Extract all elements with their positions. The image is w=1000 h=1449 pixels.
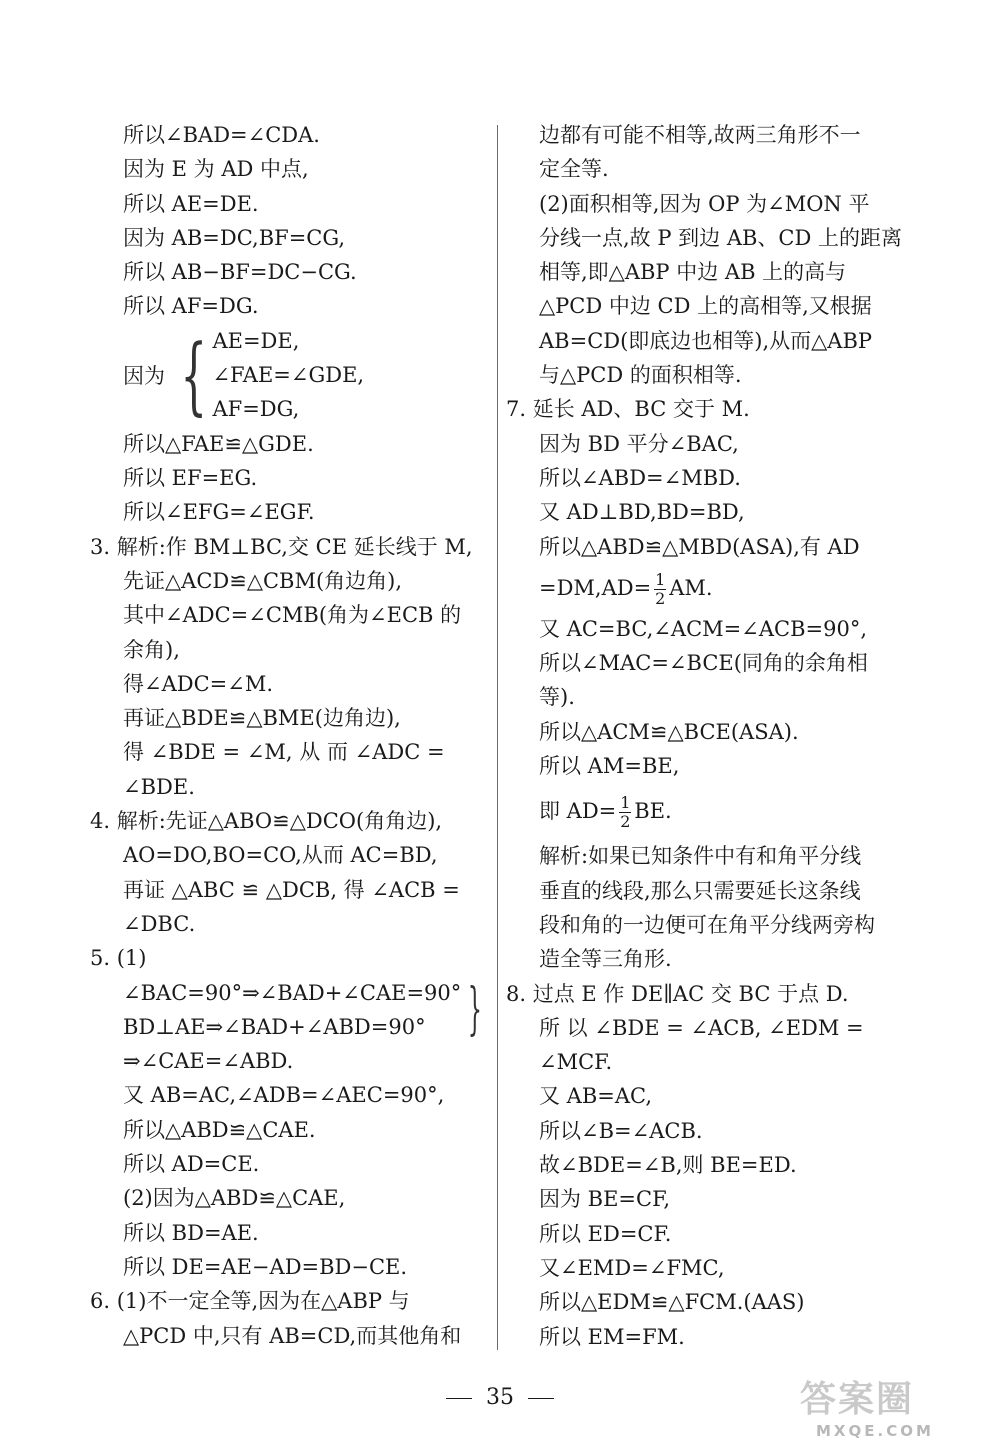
text-line: 所以 BD=AE. <box>123 1220 259 1245</box>
watermark-logo <box>800 1378 990 1444</box>
column-divider <box>497 125 498 1350</box>
text-line: △PCD 中边 CD 上的高相等,又根据 <box>539 294 872 319</box>
text-line: 造全等三角形. <box>539 947 672 972</box>
frac2-pre: 即 AD= <box>539 799 617 824</box>
text-line: 先证△ACD≌△CBM(角边角), <box>123 568 403 593</box>
text-line: 余角), <box>123 637 180 662</box>
text-line: 因为 E 为 AD 中点, <box>123 157 309 182</box>
text-line: 得 ∠BDE = ∠M, 从 而 ∠ADC = <box>123 740 445 765</box>
watermark-url: MXQE.COM <box>816 1422 934 1440</box>
dash-left <box>446 1398 472 1399</box>
text-line: 所以∠ABD=∠MBD. <box>539 465 741 490</box>
left-column <box>90 118 490 1353</box>
text-line: 其中∠ADC=∠CMB(角为∠ECB 的 <box>123 603 462 628</box>
frac1-num: 1 <box>655 569 666 589</box>
text-line: 再证△BDE≌△BME(边角边), <box>123 706 401 731</box>
text-line: 与△PCD 的面积相等. <box>539 363 742 388</box>
dash-right <box>528 1398 554 1399</box>
right-lines-2 <box>506 612 906 783</box>
text-line: 所以 EM=FM. <box>539 1324 685 1349</box>
brace-label: 因为 <box>123 364 165 389</box>
text-line: 又 AD⊥BD,BD=BD, <box>539 500 745 525</box>
brace-system <box>90 324 490 427</box>
fraction-line-2 <box>506 783 906 839</box>
text-line: 所以 DE=AE−AD=BD−CE. <box>123 1254 408 1279</box>
brace-system-5 <box>90 976 490 1045</box>
text-line: 所以△ABD≌△MBD(ASA),有 AD <box>539 534 860 559</box>
text-line: 又 AB=AC,∠ADB=∠AEC=90°, <box>123 1083 445 1108</box>
text-line: ∠BDE. <box>123 774 195 799</box>
text-line: 3. 解析:作 BM⊥BC,交 CE 延长线于 M, <box>90 534 473 559</box>
frac2-num: 1 <box>620 793 631 813</box>
left-lines-2 <box>90 427 490 976</box>
right-column <box>506 118 906 1354</box>
brace-line: AE=DE, <box>212 328 300 353</box>
left-lines-1 <box>90 118 490 324</box>
text-line: 4. 解析:先证△ABO≌△DCO(角角边), <box>90 809 443 834</box>
text-line: 垂直的线段,那么只需要延长这条线 <box>539 878 861 903</box>
brace-lines <box>212 324 364 427</box>
right-lines-3 <box>506 839 906 1353</box>
text-line: 所以∠BAD=∠CDA. <box>123 123 320 147</box>
text-line: 所 以 ∠BDE = ∠ACB, ∠EDM = <box>539 1015 864 1040</box>
brace-line: ∠BAC=90°⇒∠BAD+∠CAE=90° <box>123 980 462 1005</box>
text-line: (2)因为△ABD≌△CAE, <box>123 1186 346 1211</box>
brace-line: AF=DG, <box>212 397 300 422</box>
text-line: AO=DO,BO=CO,从而 AC=BD, <box>123 843 438 868</box>
right-lines-1 <box>506 118 906 564</box>
brace-line: BD⊥AE⇒∠BAD+∠ABD=90° <box>123 1014 426 1039</box>
fraction-half-1 <box>654 569 666 608</box>
text-line: 5. (1) <box>90 946 147 971</box>
text-line: 得∠ADC=∠M. <box>123 671 274 696</box>
text-line: 所以 AD=CE. <box>123 1152 260 1177</box>
text-line: 所以△EDM≌△FCM.(AAS) <box>539 1290 805 1315</box>
text-line: 故∠BDE=∠B,则 BE=ED. <box>539 1153 797 1178</box>
brace-line: ∠FAE=∠GDE, <box>212 363 365 388</box>
text-line: 所以△FAE≌△GDE. <box>123 431 314 456</box>
fraction-half-2 <box>619 795 631 830</box>
text-line: (2)面积相等,因为 OP 为∠MON 平 <box>539 191 870 216</box>
text-line: 所以 AM=BE, <box>539 754 680 779</box>
fraction-line-1 <box>506 564 906 612</box>
text-line: 因为 BE=CF, <box>539 1187 671 1212</box>
left-lines-3 <box>90 1044 490 1353</box>
text-line: 段和角的一边便可在角平分线两旁构 <box>539 912 875 937</box>
text-line: 6. (1)不一定全等,因为在△ABP 与 <box>90 1289 410 1314</box>
text-line: 等). <box>539 685 575 710</box>
text-line: 所以△ABD≌△CAE. <box>123 1117 316 1142</box>
text-line: △PCD 中,只有 AB=CD,而其他角和 <box>123 1323 462 1348</box>
text-line: 定全等. <box>539 157 609 182</box>
text-line: 所以∠B=∠ACB. <box>539 1118 703 1143</box>
text-line: 7. 延长 AD、BC 交于 M. <box>506 397 750 422</box>
brace5-lines <box>123 976 461 1045</box>
text-line: ⇒∠CAE=∠ABD. <box>123 1049 294 1074</box>
text-line: 分线一点,故 P 到边 AB、CD 上的距离 <box>539 225 903 250</box>
frac1-pre: =DM,AD= <box>539 575 652 600</box>
frac2-den: 2 <box>620 812 631 832</box>
text-line: 8. 过点 E 作 DE∥AC 交 BC 于点 D. <box>506 981 849 1006</box>
page-number: 35 <box>486 1385 514 1410</box>
frac1-post: AM. <box>669 575 713 600</box>
text-line: 所以△ACM≌△BCE(ASA). <box>539 719 799 744</box>
text-line: 所以∠EFG=∠EGF. <box>123 500 315 525</box>
text-line: 再证 △ABC ≌ △DCB, 得 ∠ACB = <box>123 877 460 902</box>
text-line: 又 AB=AC, <box>539 1084 653 1109</box>
text-line: 所以 AE=DE. <box>123 191 259 216</box>
text-line: 所以 AF=DG. <box>123 294 259 319</box>
text-line: 又 AC=BC,∠ACM=∠ACB=90°, <box>539 616 868 641</box>
text-line: ∠MCF. <box>539 1050 613 1075</box>
text-line: 因为 AB=DC,BF=CG, <box>123 225 346 250</box>
watermark-title: 答案圈 <box>800 1379 915 1420</box>
frac1-den: 2 <box>655 588 666 608</box>
text-line: 又∠EMD=∠FMC, <box>539 1255 725 1280</box>
right-brace: } <box>467 976 483 1042</box>
text-line: 所以∠MAC=∠BCE(同角的余角相 <box>539 651 868 676</box>
text-line: AB=CD(即底边也相等),从而△ABP <box>539 328 873 353</box>
text-line: 所以 ED=CF. <box>539 1221 672 1246</box>
text-line: 所以 AB−BF=DC−CG. <box>123 260 357 285</box>
text-line: 所以 EF=EG. <box>123 466 258 491</box>
frac2-post: BE. <box>634 799 672 824</box>
text-line: 边都有可能不相等,故两三角形不一 <box>539 123 861 147</box>
text-line: 因为 BD 平分∠BAC, <box>539 431 739 456</box>
left-brace: { <box>180 326 208 425</box>
text-line: ∠DBC. <box>123 911 196 936</box>
text-line: 解析:如果已知条件中有和角平分线 <box>539 844 862 869</box>
text-line: 相等,即△ABP 中边 AB 上的高与 <box>539 260 847 285</box>
